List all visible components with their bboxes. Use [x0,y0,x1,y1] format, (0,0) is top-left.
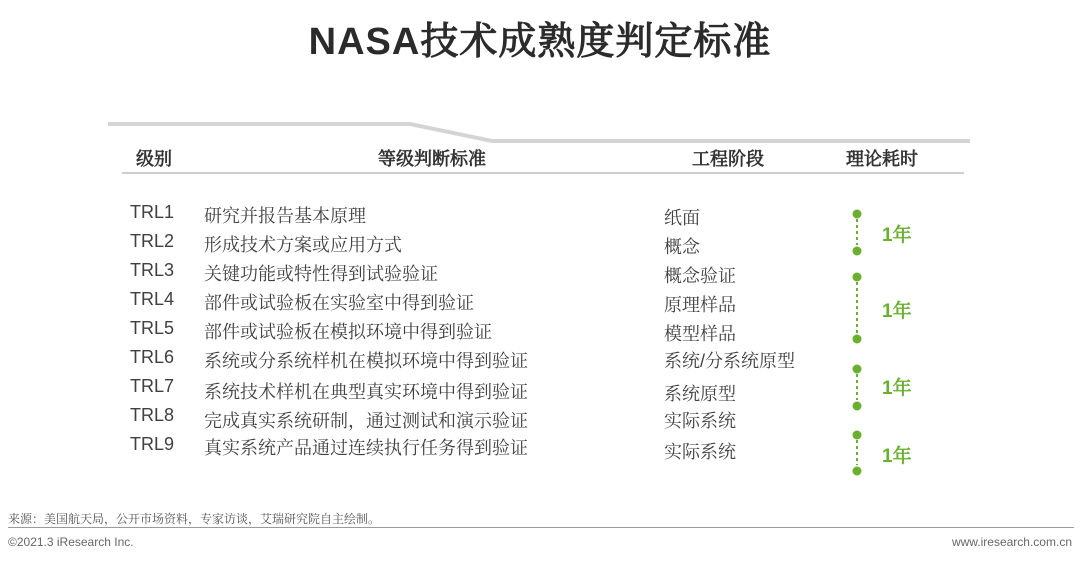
level-cell: TRL5 [130,318,175,338]
criteria-cell: 形成技术方案或应用方式 [204,235,402,255]
level-cell: TRL3 [130,260,175,280]
level-cell: TRL1 [130,202,175,222]
criteria-cell: 完成真实系统研制，通过测试和演示验证 [204,411,528,431]
level-cell: TRL2 [130,231,175,251]
level-cell: TRL8 [130,405,175,425]
stage-cell: 纸面 [664,208,700,228]
time-label: 1年 [882,446,912,467]
copyright-text: ©2021.3 iResearch Inc. [8,535,134,549]
time-label: 1年 [882,301,912,322]
footer-divider [8,527,1074,528]
criteria-cell: 系统或分系统样机在模拟环境中得到验证 [204,351,528,371]
stage-cell: 系统原型 [664,384,736,404]
level-cell: TRL6 [130,347,175,367]
time-label: 1年 [882,225,912,246]
criteria-cell: 部件或试验板在模拟环境中得到验证 [204,322,492,342]
criteria-cell: 研究并报告基本原理 [204,206,366,226]
level-cell: TRL4 [130,289,175,309]
time-bracket-1 [853,210,862,256]
page-title: NASA技术成熟度判定标准 [308,21,772,63]
time-bracket-3 [853,365,862,411]
time-label: 1年 [882,378,912,399]
stage-cell: 模型样品 [664,324,736,344]
level-cell: TRL9 [130,434,175,454]
stage-cell: 实际系统 [664,411,736,431]
header-level: 级别 [136,149,172,169]
time-bracket-2 [853,273,862,344]
stage-cell: 实际系统 [664,442,736,462]
criteria-cell: 部件或试验板在实验室中得到验证 [204,293,474,313]
stage-cell: 原理样品 [664,295,736,315]
stage-cell: 系统/分系统原型 [664,351,796,371]
stage-cell: 概念 [664,237,700,257]
header-time: 理论耗时 [846,149,918,169]
criteria-cell: 系统技术样机在典型真实环境中得到验证 [204,382,528,402]
website-text: www.iresearch.com.cn [951,535,1072,549]
time-bracket-4 [853,431,862,476]
source-note: 来源：美国航天局，公开市场资料，专家访谈，艾瑞研究院自主绘制。 [8,512,381,526]
header-criteria: 等级判断标准 [378,149,486,169]
header-stage: 工程阶段 [692,149,764,169]
level-cell: TRL7 [130,376,175,396]
criteria-cell: 真实系统产品通过连续执行任务得到验证 [204,438,528,458]
stage-cell: 概念验证 [664,266,736,286]
criteria-cell: 关键功能或特性得到试验验证 [204,264,438,284]
